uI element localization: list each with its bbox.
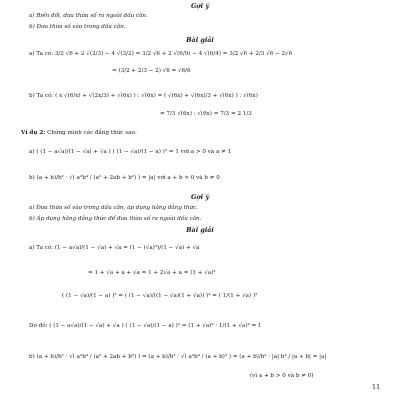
example2-item-a: a) ( (1 − a√a)/(1 − √a) + √a ) ( (1 − √a)/(1 − a) )² = 1 với a > 0 và a ≠ 1 bbox=[29, 149, 232, 155]
sol2-heading: Bài giải bbox=[186, 226, 214, 234]
hint1-item-b: b) Đưa thừa số vào trong dấu căn. bbox=[29, 24, 126, 30]
sol1-b-line2: = 7/3 √(6x) : √(6x) = 7/3 = 2 1/3 bbox=[160, 111, 252, 117]
hint1-heading: Gợi ý bbox=[190, 2, 210, 10]
sol1-heading: Bài giải bbox=[186, 36, 214, 44]
example2-item-b: b) (a + b)/b² · √( a²b⁴ / (a² + 2ab + b²) ) = |a| với a + b > 0 và b ≠ 0 bbox=[29, 175, 220, 181]
sol1-b-line1: b) Ta có: ( x √(6/x) + √(2x/3) + √(6x) ) : √(6x) = ( √(6x) + √(6x)/3 + √(6x) ) : √(6x) bbox=[29, 93, 258, 99]
example2-intro bbox=[21, 130, 137, 137]
sol2-a-line4: Do đó: ( (1 − a√a)/(1 − √a) + √a ) ( (1 − √a)/(1 − a) )² = (1 + √a)² · 1/(1 + √a)² = 1 bbox=[29, 323, 262, 329]
example2-label: Ví dụ 2: bbox=[21, 130, 46, 136]
sol2-a-line2: = 1 + √a + a + √a = 1 + 2√a + a = (1 + √a)² bbox=[88, 270, 216, 276]
example2-text: Chứng minh các đẳng thức sau: bbox=[47, 130, 137, 136]
sol1-a-line1: a) Ta có: 3/2 √6 + 2 √(2/3) − 4 √(3/2) = 3/2 √6 + 2 √(6/9) − 4 √(6/4) = 3/2 √6 + 2/3 √6 − 2√6 bbox=[29, 51, 293, 57]
page-number: 11 bbox=[372, 383, 381, 391]
hint2-item-a: a) Đưa thừa số vào trong dấu căn, áp dụng hằng đẳng thức. bbox=[29, 205, 199, 211]
hint2-heading: Gợi ý bbox=[190, 193, 210, 201]
sol2-b-line2: (vì a + b > 0 và b ≠ 0) bbox=[250, 373, 314, 379]
sol2-b-line1: b) (a + b)/b² · √( a²b⁴ / (a² + 2ab + b²) ) = (a + b)/b² · √( a²b⁴ / (a + b)² ) = (a + b)/b² · |a| b² / |a + b| = |a| bbox=[29, 354, 327, 360]
sol1-a-line2: = (3/2 + 2/3 − 2) √6 = √6/6 bbox=[112, 68, 191, 74]
sol2-a-line3: ( (1 − √a)/(1 − a) )² = ( (1 − √a)/((1 − √a)(1 + √a)) )² = ( 1/(1 + √a) )² bbox=[62, 293, 258, 299]
sol2-a-line1: a) Ta có: (1 − a√a)/(1 − √a) + √a = (1 − (√a)³)/(1 − √a) + √a bbox=[29, 245, 200, 251]
hint1-item-a: a) Biến đổi, đưa thừa số ra ngoài dấu căn. bbox=[29, 13, 148, 19]
hint2-item-b: b) Áp dụng hằng đẳng thức để đưa thừa số ra ngoài dấu căn. bbox=[29, 216, 202, 222]
